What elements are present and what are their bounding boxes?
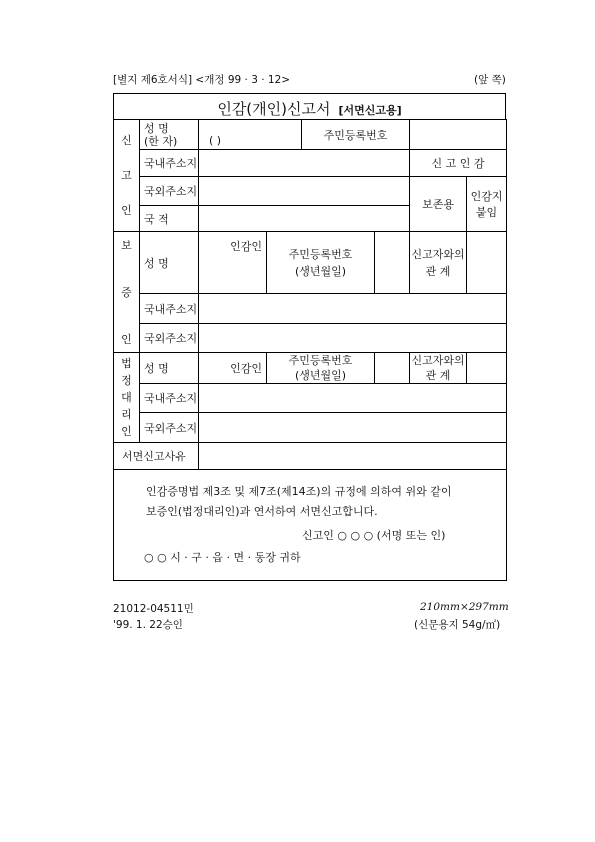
guarantor-domestic-addr-field[interactable] bbox=[199, 294, 507, 324]
legal-rep-name-label: 성 명 bbox=[140, 353, 199, 384]
legal-rep-foreign-addr-field[interactable] bbox=[199, 413, 507, 443]
applicant-foreign-addr-field[interactable] bbox=[199, 177, 410, 206]
approval-date: '99. 1. 22승인 bbox=[113, 619, 183, 631]
applicant-domestic-addr-field[interactable] bbox=[199, 150, 410, 177]
page-side-label: (앞 쪽) bbox=[474, 74, 506, 86]
legal-rep-rrn-label: 주민등록번호 (생년월일) bbox=[267, 353, 375, 384]
legal-rep-seal-label[interactable]: 인감인 bbox=[199, 353, 267, 384]
title-bar bbox=[113, 93, 506, 120]
guarantor-relation-field[interactable] bbox=[467, 232, 507, 294]
guarantor-foreign-addr-field[interactable] bbox=[199, 324, 507, 353]
addressee-line: ○ ○ 시 · 구 · 읍 · 면 · 동장 귀하 bbox=[144, 551, 301, 564]
form-code: 21012-04511민 bbox=[113, 603, 194, 615]
declaration-line-1: 인감증명법 제3조 및 제7조(제14조)의 규정에 의하여 위와 같이 bbox=[146, 485, 452, 498]
attach-label: 인감지 붙임 bbox=[467, 177, 507, 232]
applicant-rrn-label: 주민등록번호 bbox=[302, 120, 410, 150]
seal-label: 신 고 인 감 bbox=[410, 150, 507, 177]
reason-field[interactable] bbox=[199, 443, 507, 470]
guarantor-name-label: 성 명 bbox=[140, 232, 199, 294]
declaration-line-2: 보증인(법정대리인)과 연서하여 서면신고합니다. bbox=[146, 505, 378, 518]
legal-rep-relation-field[interactable] bbox=[467, 353, 507, 384]
legal-rep-foreign-addr-label: 국외주소지 bbox=[140, 413, 199, 443]
declaration-block bbox=[114, 470, 507, 581]
legal-rep-relation-label: 신고자와의 관 계 bbox=[411, 354, 465, 382]
paper-spec: (신문용지 54g/㎡) bbox=[414, 619, 501, 631]
legal-rep-domestic-addr-label: 국내주소지 bbox=[140, 384, 199, 413]
keep-label: 보존용 bbox=[410, 177, 467, 232]
guarantor-seal-label[interactable]: 인감인 bbox=[199, 232, 267, 294]
guarantor-relation-label: 신고자와의 관 계 bbox=[410, 232, 467, 294]
nationality-field[interactable] bbox=[199, 206, 410, 232]
guarantor-rrn-label: 주민등록번호 (생년월일) bbox=[267, 232, 375, 294]
nationality-label: 국 적 bbox=[140, 206, 199, 232]
reason-label: 서면신고사유 bbox=[114, 443, 199, 470]
applicant-group-label: 신 고 인 bbox=[114, 120, 140, 232]
applicant-rrn-field[interactable] bbox=[410, 120, 507, 150]
legal-rep-rrn-field[interactable] bbox=[375, 353, 410, 384]
applicant-foreign-addr-label: 국외주소지 bbox=[140, 177, 199, 206]
applicant-domestic-addr-label: 국내주소지 bbox=[140, 150, 199, 177]
guarantor-foreign-addr-label: 국외주소지 bbox=[140, 324, 199, 353]
form-reference: [별지 제6호서식] <개정 99 · 3 · 12> bbox=[113, 74, 291, 86]
hanja-field[interactable]: ( ) bbox=[209, 134, 222, 147]
applicant-name-label: 성 명 (한 자) bbox=[140, 120, 199, 150]
paper-size: 210mm×297mm bbox=[420, 601, 509, 613]
form-title: 인감(개인)신고서 bbox=[217, 100, 331, 118]
signer-line[interactable]: 신고인 ○ ○ ○ (서명 또는 인) bbox=[302, 529, 446, 542]
applicant-name-field[interactable] bbox=[199, 120, 302, 150]
legal-rep-group-label: 법 정 대 리 인 bbox=[114, 353, 140, 443]
guarantor-rrn-field[interactable] bbox=[375, 232, 410, 294]
guarantor-domestic-addr-label: 국내주소지 bbox=[140, 294, 199, 324]
legal-rep-domestic-addr-field[interactable] bbox=[199, 384, 507, 413]
report-form-table bbox=[113, 119, 507, 581]
guarantor-group-label: 보 증 인 bbox=[114, 232, 140, 353]
form-subtitle: [서면신고용] bbox=[338, 104, 402, 117]
